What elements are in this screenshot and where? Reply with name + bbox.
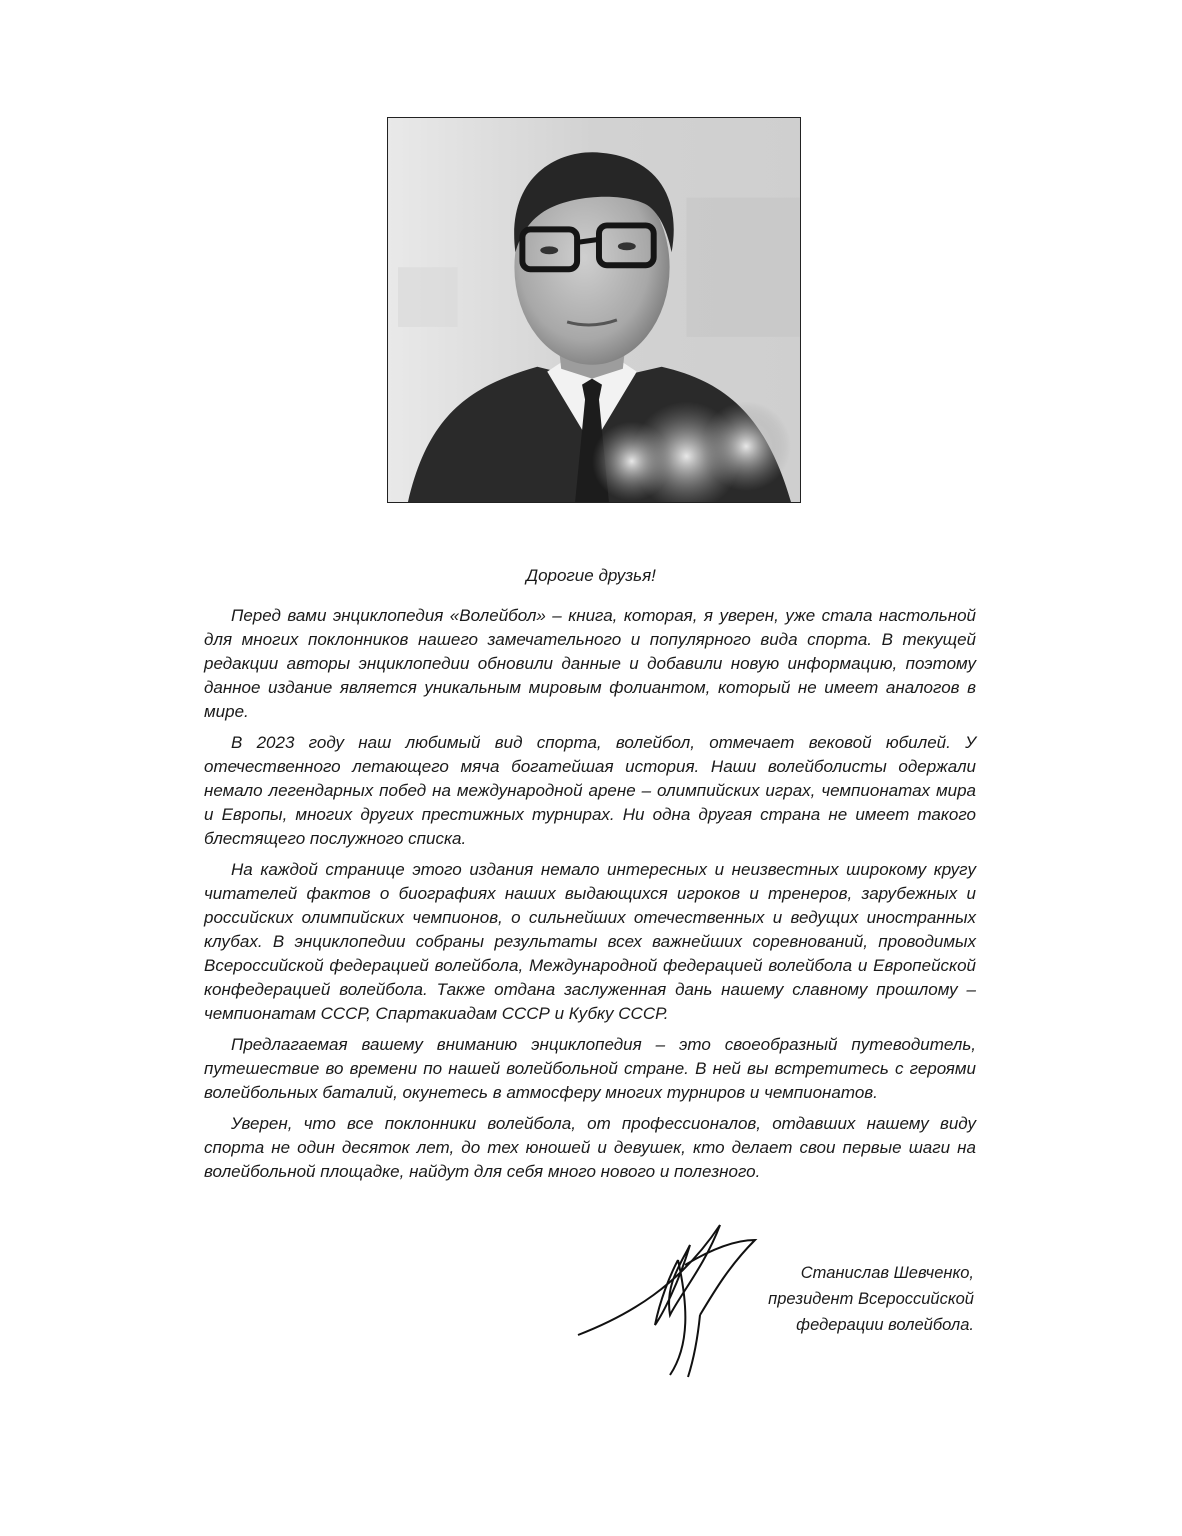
- paragraph: Предлагаемая вашему вниманию энциклопедия – это своеобразный путеводитель, путешествие во времени по нашей волейбольной стране. В ней вы встретитесь с героями волейбольных баталий, окунетесь в атмосферу многих турниров и чемпионатов.: [204, 1035, 976, 1102]
- signer-title: федерации волейбола.: [796, 1316, 974, 1334]
- portrait-photo: [387, 117, 801, 503]
- letter-body: [204, 604, 976, 1191]
- letter-greeting: Дорогие друзья!: [526, 566, 656, 585]
- signer-name: Станислав Шевченко,: [800, 1264, 974, 1282]
- handwritten-signature: [570, 1205, 785, 1380]
- paragraph: На каждой странице этого издания немало интересных и неизвестных широкому кругу читателей фактов о биографиях наших выдающихся игроков и тренеров, зарубежных и российских олимпийских чемпионов, о сильнейших отечественных и ведущих иностранных клубах. В энциклопедии собраны результаты всех важнейших соревнований, проводимых Всероссийской федерацией волейбола, Международной федерацией волейбола и Европейской конфедерацией волейбола. Также отдана заслуженная дань нашему славному прошлому – чемпионатам СССР, Спартакиадам СССР и Кубку СССР.: [204, 860, 976, 1023]
- signer-block: [768, 1260, 974, 1338]
- portrait-illustration: [388, 118, 800, 502]
- paragraph: В 2023 году наш любимый вид спорта, волейбол, отмечает вековой юбилей. У отечественного летающего мяча богатейшая история. Наши волейболисты одержали немало легендарных побед на международной арене – олимпийских играх, чемпионатах мира и Европы, многих других престижных турнирах. Ни одна другая страна не имеет такого блестящего послужного списка.: [204, 733, 976, 848]
- paragraph: Уверен, что все поклонники волейбола, от профессионалов, отдавших нашему виду спорта не один десяток лет, до тех юношей и девушек, кто делает свои первые шаги на волейбольной площадке, найдут для себя много нового и полезного.: [204, 1114, 976, 1181]
- signer-title: президент Всероссийской: [768, 1290, 974, 1308]
- paragraph: Перед вами энциклопедия «Волейбол» – книга, которая, я уверен, уже стала настольной для многих поклонников нашего замечательного и популярного вида спорта. В текущей редакции авторы энциклопедии обновили данные и добавили новую информацию, поэтому данное издание является уникальным мировым фолиантом, который не имеет аналогов в мире.: [204, 606, 976, 721]
